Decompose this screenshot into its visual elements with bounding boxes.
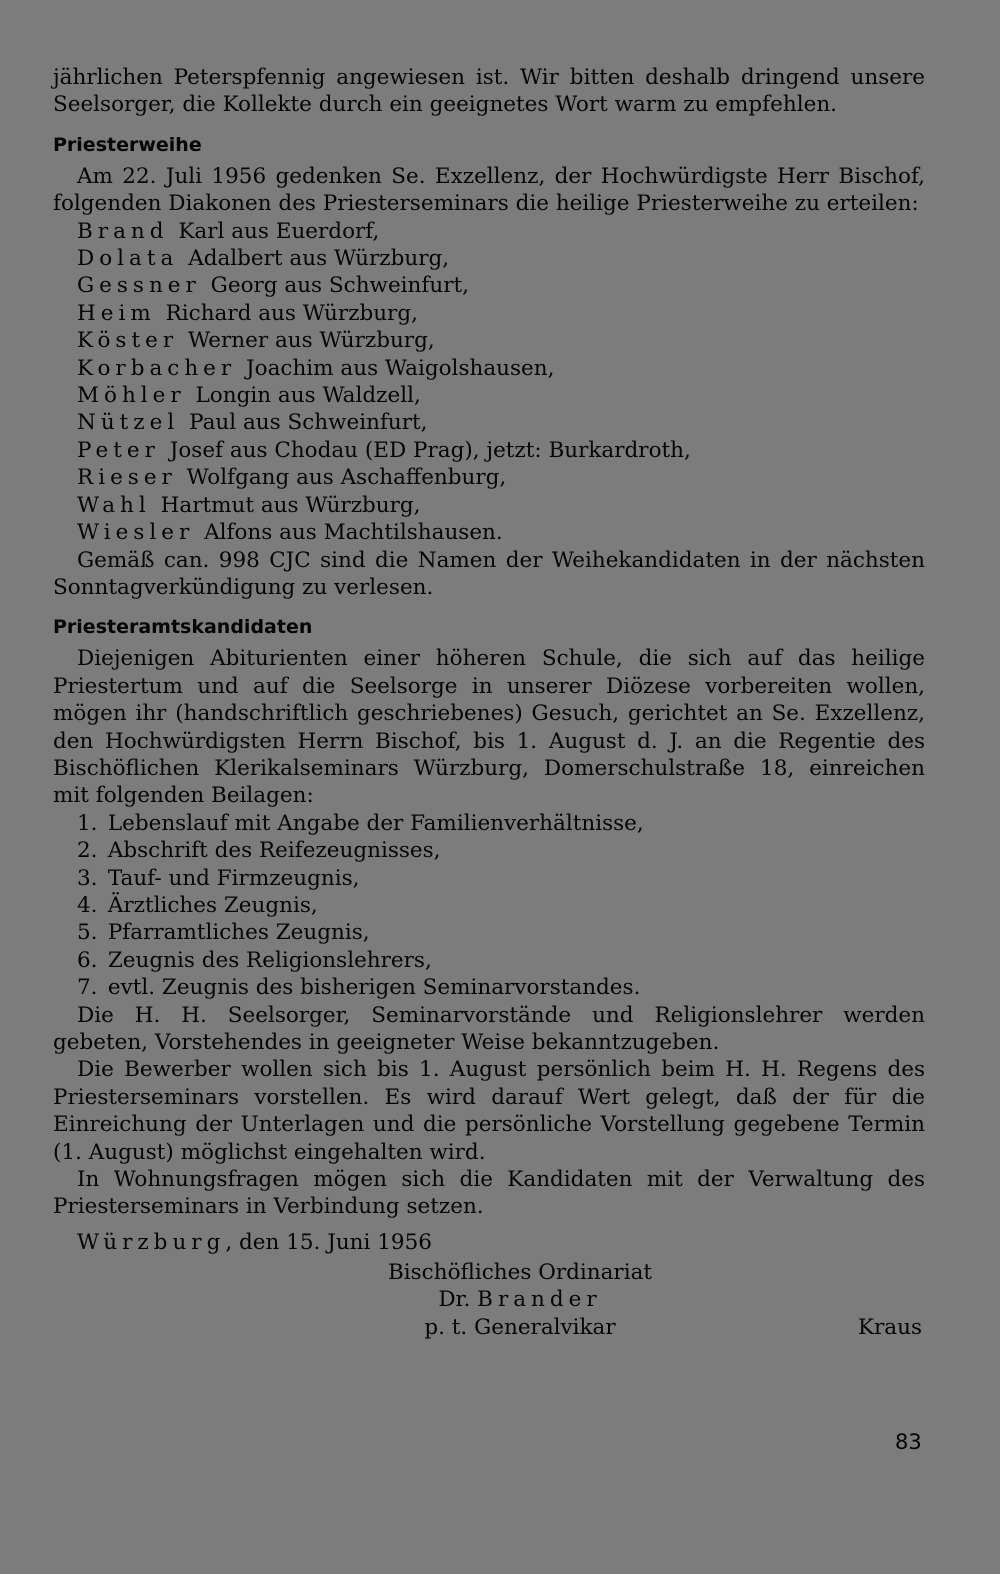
attachment-number: 1. bbox=[77, 810, 98, 836]
place-name: Würzburg bbox=[77, 1229, 226, 1255]
attachment-item bbox=[53, 810, 925, 837]
attachment-item bbox=[53, 865, 925, 892]
candidate-item bbox=[53, 300, 925, 327]
document-page bbox=[53, 64, 925, 1340]
candidate-item bbox=[53, 437, 925, 464]
candidate-item bbox=[53, 245, 925, 272]
seelsorger-paragraph: Die H. H. Seelsorger, Seminarvorstände und Religionslehrer werden gebeten, Vorstehendes in geeigneter Weise bekanntzugeben. bbox=[53, 1002, 925, 1055]
candidate-details: Richard aus Würzburg, bbox=[165, 300, 418, 326]
signer-prefix: Dr. bbox=[438, 1287, 471, 1313]
verkuendigung-note: Gemäß can. 998 CJC sind die Namen der Weihekandidaten in der nächsten Sonntagverkündigung zu verlesen. bbox=[53, 547, 925, 600]
candidate-details: Adalbert aus Würzburg, bbox=[188, 246, 450, 272]
kandidaten-intro: Diejenigen Abiturienten einer höheren Schule, die sich auf das heilige Priestertum und auf die Seelsorge in unserer Diözese vorbereiten wollen, mögen ihr (handschriftlich geschriebenes) Gesuch, gerichtet an Se. Exzellenz, den Hochwürdigsten Herrn Bischof, bis 1. August d. J. an die Regentie des Bischöflichen Klerikalseminars Würzburg, Domerschulstraße 18, einreichen mit folgenden Beilagen: bbox=[53, 646, 925, 809]
candidate-details: Georg aus Schweinfurt, bbox=[210, 273, 469, 299]
candidate-item bbox=[53, 272, 925, 299]
signature-office bbox=[350, 1259, 690, 1341]
intro-paragraph: jährlichen Peterspfennig angewiesen ist. Wir bitten deshalb dringend unsere Seelsorger, die Kollekte durch ein geeignetes Wort warm zu empfehlen. bbox=[53, 65, 925, 118]
candidate-surname: Gessner bbox=[77, 273, 201, 299]
attachment-number: 7. bbox=[77, 975, 98, 1001]
candidate-item bbox=[53, 409, 925, 436]
candidate-details: Karl aus Euerdorf, bbox=[178, 218, 380, 244]
candidate-item bbox=[53, 492, 925, 519]
candidate-surname: Dolata bbox=[77, 246, 179, 272]
signer-line bbox=[350, 1286, 690, 1313]
attachment-item bbox=[53, 837, 925, 864]
attachment-number: 2. bbox=[77, 838, 98, 864]
attachment-item bbox=[53, 974, 925, 1001]
priesterweihe-intro: Am 22. Juli 1956 gedenken Se. Exzellenz, der Hochwürdigste Herr Bischof, folgenden Diakonen des Priesterseminars die heilige Priesterweihe zu erteilen: bbox=[53, 163, 925, 217]
candidate-details: Werner aus Würzburg, bbox=[187, 328, 435, 354]
section-heading-priesterweihe: Priesterweihe bbox=[53, 133, 202, 156]
attachment-item bbox=[53, 892, 925, 919]
page-number: 83 bbox=[895, 1430, 922, 1454]
candidate-details: Joachim aus Waigolshausen, bbox=[246, 355, 555, 381]
candidate-item bbox=[53, 218, 925, 245]
candidate-surname: Korbacher bbox=[77, 355, 237, 381]
place-date-line bbox=[77, 1229, 432, 1256]
candidate-details: Longin aus Waldzell, bbox=[195, 383, 421, 409]
signer-title: p. t. Generalvikar bbox=[424, 1314, 616, 1340]
office-name: Bischöfliches Ordinariat bbox=[387, 1259, 653, 1285]
attachment-number: 5. bbox=[77, 920, 98, 946]
candidate-item bbox=[53, 382, 925, 409]
attachment-list bbox=[53, 810, 925, 1002]
candidate-details: Josef aus Chodau (ED Prag), jetzt: Burkardroth, bbox=[169, 437, 691, 463]
candidate-item bbox=[53, 519, 925, 546]
attachment-text: Ärztliches Zeugnis, bbox=[107, 892, 318, 918]
candidate-list bbox=[53, 218, 925, 547]
signer-name: Brander bbox=[477, 1287, 602, 1313]
attachment-number: 6. bbox=[77, 947, 98, 973]
candidate-details: Wolfgang aus Aschaffenburg, bbox=[186, 465, 507, 491]
candidate-surname: Wahl bbox=[77, 492, 151, 518]
candidate-surname: Brand bbox=[77, 218, 169, 244]
co-signer: Kraus bbox=[857, 1314, 922, 1340]
attachment-text: Tauf- und Firmzeugnis, bbox=[107, 865, 360, 891]
candidate-surname: Peter bbox=[77, 437, 160, 463]
attachment-number: 3. bbox=[77, 865, 98, 891]
candidate-surname: Nützel bbox=[77, 410, 180, 436]
candidate-item bbox=[53, 327, 925, 354]
signature-block bbox=[53, 1221, 925, 1340]
bewerber-paragraph: Die Bewerber wollen sich bis 1. August persönlich beim H. H. Regens des Priesterseminars vorstellen. Es wird darauf Wert gelegt, daß der für die Einreichung der Unterlagen und die persönliche Vorstellung gegebene Termin (1. August) möglichst eingehalten wird. bbox=[53, 1057, 925, 1165]
candidate-details: Paul aus Schweinfurt, bbox=[189, 410, 428, 436]
candidate-item bbox=[53, 355, 925, 382]
candidate-surname: Rieser bbox=[77, 465, 177, 491]
candidate-item bbox=[53, 464, 925, 491]
wohnung-paragraph: In Wohnungsfragen mögen sich die Kandidaten mit der Verwaltung des Priesterseminars in Verbindung setzen. bbox=[53, 1167, 925, 1220]
date-text: , den 15. Juni 1956 bbox=[225, 1229, 432, 1255]
attachment-text: evtl. Zeugnis des bisherigen Seminarvorstandes. bbox=[107, 975, 641, 1001]
attachment-text: Abschrift des Reifezeugnisses, bbox=[107, 838, 441, 864]
attachment-text: Lebenslauf mit Angabe der Familienverhältnisse, bbox=[107, 810, 644, 836]
candidate-details: Hartmut aus Würzburg, bbox=[160, 492, 421, 518]
candidate-surname: Möhler bbox=[77, 383, 186, 409]
candidate-surname: Heim bbox=[77, 300, 156, 326]
attachment-text: Pfarramtliches Zeugnis, bbox=[107, 920, 370, 946]
attachment-item bbox=[53, 919, 925, 946]
candidate-details: Alfons aus Machtilshausen. bbox=[204, 520, 503, 546]
attachment-text: Zeugnis des Religionslehrers, bbox=[107, 947, 432, 973]
attachment-number: 4. bbox=[77, 892, 98, 918]
candidate-surname: Köster bbox=[77, 328, 179, 354]
attachment-item bbox=[53, 947, 925, 974]
section-heading-priesteramtskandidaten: Priesteramtskandidaten bbox=[53, 616, 313, 639]
candidate-surname: Wiesler bbox=[77, 520, 195, 546]
